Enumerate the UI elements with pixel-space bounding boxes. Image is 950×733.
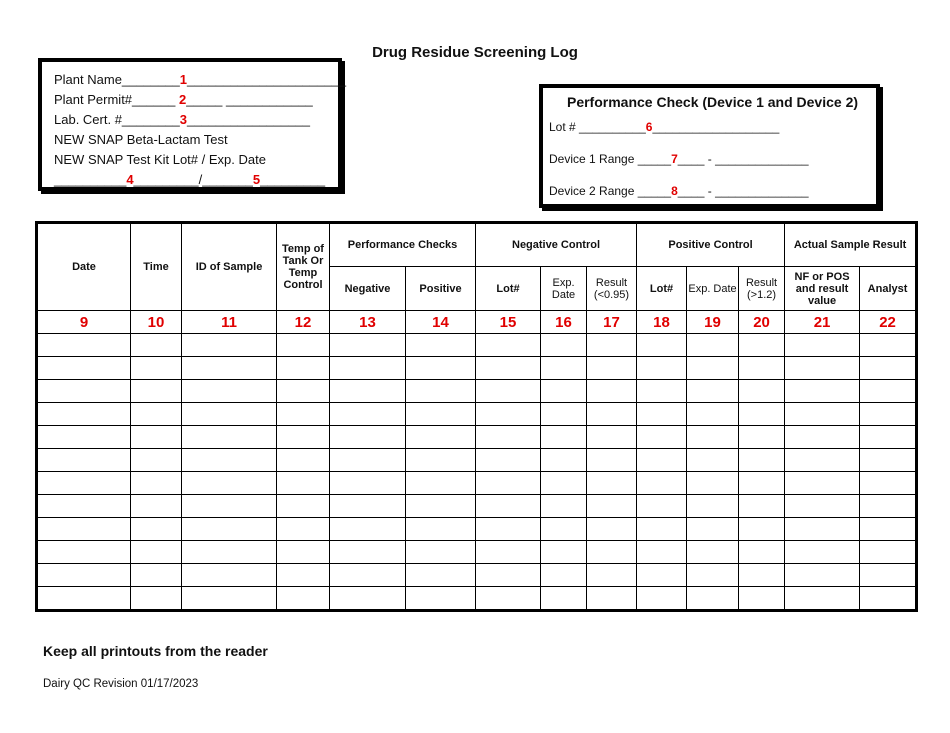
subheader-nf-pos: NF or POS and result value — [785, 267, 860, 311]
table-cell[interactable] — [37, 426, 131, 449]
table-cell[interactable] — [860, 449, 917, 472]
table-cell[interactable] — [541, 357, 587, 380]
table-cell[interactable] — [330, 357, 406, 380]
table-cell[interactable] — [182, 472, 277, 495]
table-cell[interactable] — [277, 587, 330, 611]
kit-lot-label: NEW SNAP Test Kit Lot# / Exp. Date — [54, 152, 266, 167]
table-cell[interactable] — [476, 449, 541, 472]
column-number: 9 — [37, 311, 131, 334]
table-cell[interactable] — [406, 564, 476, 587]
header-actual-result: Actual Sample Result — [785, 223, 917, 267]
table-row — [37, 564, 917, 587]
table-cell[interactable] — [406, 587, 476, 611]
table-cell[interactable] — [277, 472, 330, 495]
table-row — [37, 357, 917, 380]
table-cell[interactable] — [330, 541, 406, 564]
table-cell[interactable] — [476, 518, 541, 541]
table-cell[interactable] — [587, 449, 637, 472]
table-cell[interactable] — [739, 564, 785, 587]
header-performance-checks: Performance Checks — [330, 223, 476, 267]
table-cell[interactable] — [785, 334, 860, 357]
plant-name-field[interactable] — [54, 70, 347, 90]
subheader-neg-lot: Lot# — [476, 267, 541, 311]
table-cell[interactable] — [860, 518, 917, 541]
header-date: Date — [37, 223, 131, 311]
table-cell[interactable] — [587, 334, 637, 357]
table-cell[interactable] — [541, 564, 587, 587]
table-row — [37, 403, 917, 426]
table-cell[interactable] — [476, 564, 541, 587]
table-cell[interactable] — [476, 357, 541, 380]
device1-range-label: Device 1 Range _____ — [549, 152, 672, 166]
table-cell[interactable] — [637, 587, 687, 611]
table-cell[interactable] — [277, 495, 330, 518]
subheader-negative: Negative — [330, 267, 406, 311]
column-number: 12 — [277, 311, 330, 334]
table-row — [37, 472, 917, 495]
header-id-sample: ID of Sample — [182, 223, 277, 311]
table-cell[interactable] — [637, 334, 687, 357]
table-cell[interactable] — [131, 472, 182, 495]
table-cell[interactable] — [687, 357, 739, 380]
table-cell[interactable] — [637, 426, 687, 449]
table-cell[interactable] — [860, 564, 917, 587]
column-number: 22 — [860, 311, 917, 334]
column-number: 13 — [330, 311, 406, 334]
table-cell[interactable] — [739, 449, 785, 472]
table-cell[interactable] — [687, 334, 739, 357]
table-cell[interactable] — [37, 449, 131, 472]
plant-permit-field[interactable] — [54, 90, 338, 110]
table-cell[interactable] — [131, 449, 182, 472]
table-cell[interactable] — [785, 495, 860, 518]
table-cell[interactable] — [687, 380, 739, 403]
subheader-neg-result — [587, 267, 637, 311]
table-cell[interactable] — [277, 334, 330, 357]
table-cell[interactable] — [739, 426, 785, 449]
table-cell[interactable] — [406, 426, 476, 449]
pos-result-range: (>1.2) — [747, 288, 777, 301]
table-cell[interactable] — [739, 380, 785, 403]
table-cell[interactable] — [587, 403, 637, 426]
table-cell[interactable] — [182, 403, 277, 426]
keep-printouts-note: Keep all printouts from the reader — [43, 643, 268, 659]
table-cell[interactable] — [330, 403, 406, 426]
device1-range-blank: ____ - ______________ — [677, 152, 809, 166]
field-number-3: 3 — [179, 112, 188, 127]
table-cell[interactable] — [687, 564, 739, 587]
kit-lot-field[interactable] — [54, 170, 338, 190]
column-number-row — [37, 311, 917, 334]
header-temp: Temp of Tank Or Temp Control — [277, 223, 330, 311]
table-cell[interactable] — [37, 403, 131, 426]
table-cell[interactable] — [637, 357, 687, 380]
table-cell[interactable] — [277, 518, 330, 541]
table-cell[interactable] — [687, 541, 739, 564]
table-cell[interactable] — [37, 334, 131, 357]
header-positive-control: Positive Control — [637, 223, 785, 267]
table-cell[interactable] — [687, 426, 739, 449]
table-cell[interactable] — [860, 426, 917, 449]
column-number: 10 — [131, 311, 182, 334]
field-number-5: 5 — [252, 172, 261, 187]
table-cell[interactable] — [687, 587, 739, 611]
performance-check-box — [539, 84, 880, 208]
table-cell[interactable] — [277, 541, 330, 564]
table-cell[interactable] — [739, 334, 785, 357]
table-cell[interactable] — [37, 472, 131, 495]
table-cell[interactable] — [587, 518, 637, 541]
table-cell[interactable] — [330, 472, 406, 495]
table-cell[interactable] — [182, 495, 277, 518]
table-cell[interactable] — [476, 472, 541, 495]
column-number: 15 — [476, 311, 541, 334]
table-cell[interactable] — [587, 472, 637, 495]
table-cell[interactable] — [131, 495, 182, 518]
column-number: 21 — [785, 311, 860, 334]
table-cell[interactable] — [277, 357, 330, 380]
neg-result-label: Result — [595, 276, 628, 289]
perf-lot-blank: ___________________ — [652, 120, 780, 134]
table-cell[interactable] — [739, 518, 785, 541]
table-cell[interactable] — [476, 426, 541, 449]
table-cell[interactable] — [182, 334, 277, 357]
table-cell[interactable] — [587, 564, 637, 587]
device2-range-blank: ____ - ______________ — [677, 184, 809, 198]
table-cell[interactable] — [739, 472, 785, 495]
table-cell[interactable] — [785, 518, 860, 541]
device2-range-field[interactable] — [549, 182, 876, 214]
table-cell[interactable] — [37, 357, 131, 380]
table-row — [37, 518, 917, 541]
table-cell[interactable] — [131, 380, 182, 403]
table-cell[interactable] — [637, 380, 687, 403]
table-row — [37, 380, 917, 403]
table-cell[interactable] — [131, 403, 182, 426]
table-cell[interactable] — [406, 357, 476, 380]
subheader-pos-result — [739, 267, 785, 311]
table-cell[interactable] — [406, 403, 476, 426]
table-row — [37, 495, 917, 518]
table-cell[interactable] — [330, 449, 406, 472]
table-cell[interactable] — [476, 541, 541, 564]
column-number: 17 — [587, 311, 637, 334]
header-negative-control: Negative Control — [476, 223, 637, 267]
table-cell[interactable] — [406, 449, 476, 472]
table-cell[interactable] — [739, 403, 785, 426]
table-cell[interactable] — [785, 357, 860, 380]
plant-permit-label: Plant Permit#______ — [54, 92, 180, 107]
table-cell[interactable] — [785, 541, 860, 564]
neg-result-range: (<0.95) — [593, 288, 630, 301]
table-cell[interactable] — [541, 380, 587, 403]
table-row — [37, 587, 917, 611]
table-cell[interactable] — [637, 495, 687, 518]
table-cell[interactable] — [785, 449, 860, 472]
table-cell[interactable] — [37, 587, 131, 611]
table-row — [37, 449, 917, 472]
revision-note: Dairy QC Revision 01/17/2023 — [43, 678, 199, 690]
table-cell[interactable] — [587, 495, 637, 518]
table-row — [37, 334, 917, 357]
table-cell[interactable] — [860, 380, 917, 403]
subheader-pos-lot: Lot# — [637, 267, 687, 311]
table-cell[interactable] — [541, 449, 587, 472]
table-cell[interactable] — [785, 426, 860, 449]
table-cell[interactable] — [182, 587, 277, 611]
table-cell[interactable] — [860, 403, 917, 426]
column-number: 16 — [541, 311, 587, 334]
table-cell[interactable] — [277, 564, 330, 587]
table-cell[interactable] — [541, 541, 587, 564]
table-cell[interactable] — [476, 380, 541, 403]
field-number-4: 4 — [126, 172, 134, 187]
plant-info-box — [38, 58, 347, 191]
table-cell[interactable] — [587, 357, 637, 380]
table-cell[interactable] — [587, 380, 637, 403]
table-cell[interactable] — [687, 495, 739, 518]
column-number: 18 — [637, 311, 687, 334]
table-cell[interactable] — [131, 426, 182, 449]
table-cell[interactable] — [637, 449, 687, 472]
table-cell[interactable] — [406, 472, 476, 495]
table-cell[interactable] — [182, 564, 277, 587]
table-cell[interactable] — [541, 495, 587, 518]
table-cell[interactable] — [277, 449, 330, 472]
table-cell[interactable] — [330, 426, 406, 449]
field-number-2: 2 — [179, 92, 187, 107]
table-cell[interactable] — [182, 380, 277, 403]
table-cell[interactable] — [330, 334, 406, 357]
table-cell[interactable] — [541, 472, 587, 495]
table-cell[interactable] — [860, 472, 917, 495]
table-cell[interactable] — [37, 495, 131, 518]
field-number-8: 8 — [671, 184, 678, 198]
table-cell[interactable] — [587, 426, 637, 449]
table-cell[interactable] — [406, 380, 476, 403]
table-cell[interactable] — [131, 518, 182, 541]
table-cell[interactable] — [277, 426, 330, 449]
table-cell[interactable] — [330, 380, 406, 403]
perf-lot-label: Lot # __________ — [549, 120, 646, 134]
table-cell[interactable] — [541, 426, 587, 449]
table-cell[interactable] — [687, 518, 739, 541]
table-cell[interactable] — [131, 334, 182, 357]
table-cell[interactable] — [131, 587, 182, 611]
subheader-analyst: Analyst — [860, 267, 917, 311]
table-cell[interactable] — [406, 495, 476, 518]
table-cell[interactable] — [739, 541, 785, 564]
table-cell[interactable] — [277, 403, 330, 426]
table-cell[interactable] — [637, 541, 687, 564]
table-cell[interactable] — [37, 380, 131, 403]
kit-lot-blank: __________ — [54, 172, 127, 187]
table-cell[interactable] — [785, 564, 860, 587]
table-cell[interactable] — [131, 564, 182, 587]
perf-lot-field[interactable] — [549, 118, 876, 150]
pos-result-label: Result — [745, 276, 778, 289]
subheader-neg-exp: Exp. Date — [541, 267, 587, 311]
table-cell[interactable] — [330, 518, 406, 541]
table-cell[interactable] — [587, 587, 637, 611]
table-cell[interactable] — [131, 541, 182, 564]
table-row — [37, 541, 917, 564]
table-cell[interactable] — [541, 403, 587, 426]
table-cell[interactable] — [637, 403, 687, 426]
table-cell[interactable] — [330, 495, 406, 518]
table-cell[interactable] — [182, 541, 277, 564]
table-cell[interactable] — [860, 357, 917, 380]
table-cell[interactable] — [406, 518, 476, 541]
lab-cert-field[interactable] — [54, 110, 338, 130]
plant-permit-blank: _____ ____________ — [186, 92, 313, 107]
table-cell[interactable] — [182, 518, 277, 541]
table-cell[interactable] — [860, 587, 917, 611]
table-cell[interactable] — [330, 587, 406, 611]
column-number: 20 — [739, 311, 785, 334]
subheader-pos-exp: Exp. Date — [687, 267, 739, 311]
subheader-positive: Positive — [406, 267, 476, 311]
table-cell[interactable] — [860, 334, 917, 357]
plant-name-label: Plant Name________ — [54, 72, 180, 87]
header-time: Time — [131, 223, 182, 311]
table-cell[interactable] — [860, 541, 917, 564]
kit-exp-blank: _________ — [260, 172, 326, 187]
column-number: 14 — [406, 311, 476, 334]
column-number: 19 — [687, 311, 739, 334]
table-cell[interactable] — [541, 587, 587, 611]
table-cell[interactable] — [637, 518, 687, 541]
table-cell[interactable] — [406, 334, 476, 357]
table-cell[interactable] — [739, 587, 785, 611]
table-cell[interactable] — [182, 357, 277, 380]
table-cell[interactable] — [687, 403, 739, 426]
lab-cert-label: Lab. Cert. #________ — [54, 112, 180, 127]
column-number: 11 — [182, 311, 277, 334]
table-cell[interactable] — [587, 541, 637, 564]
table-cell[interactable] — [476, 403, 541, 426]
table-cell[interactable] — [739, 495, 785, 518]
page-title: Drug Residue Screening Log — [372, 44, 578, 61]
table-cell[interactable] — [476, 495, 541, 518]
device1-range-field[interactable] — [549, 150, 876, 182]
table-cell[interactable] — [476, 587, 541, 611]
table-row — [37, 426, 917, 449]
field-number-6: 6 — [645, 120, 653, 134]
kit-lot-separator: _________/_______ — [133, 172, 253, 187]
table-cell[interactable] — [406, 541, 476, 564]
table-cell[interactable] — [37, 518, 131, 541]
field-number-7: 7 — [671, 152, 678, 166]
table-cell[interactable] — [785, 380, 860, 403]
table-cell[interactable] — [37, 564, 131, 587]
table-cell[interactable] — [182, 426, 277, 449]
table-cell[interactable] — [687, 472, 739, 495]
table-cell[interactable] — [277, 380, 330, 403]
table-cell[interactable] — [637, 564, 687, 587]
table-cell[interactable] — [37, 541, 131, 564]
table-cell[interactable] — [476, 334, 541, 357]
field-number-1: 1 — [179, 72, 187, 87]
screening-log-table — [35, 221, 918, 612]
performance-check-title: Performance Check (Device 1 and Device 2) — [566, 94, 859, 110]
beta-lactam-label: NEW SNAP Beta-Lactam Test — [54, 132, 228, 147]
table-cell[interactable] — [182, 449, 277, 472]
table-cell[interactable] — [785, 587, 860, 611]
table-cell[interactable] — [541, 518, 587, 541]
table-cell[interactable] — [541, 334, 587, 357]
lab-cert-blank: _________________ — [187, 112, 310, 127]
table-cell[interactable] — [739, 357, 785, 380]
device2-range-label: Device 2 Range _____ — [549, 184, 672, 198]
table-cell[interactable] — [131, 357, 182, 380]
table-cell[interactable] — [687, 449, 739, 472]
table-cell[interactable] — [637, 472, 687, 495]
table-cell[interactable] — [330, 564, 406, 587]
table-cell[interactable] — [785, 403, 860, 426]
table-cell[interactable] — [785, 472, 860, 495]
plant-name-blank: ______________________ — [187, 72, 347, 87]
table-cell[interactable] — [860, 495, 917, 518]
